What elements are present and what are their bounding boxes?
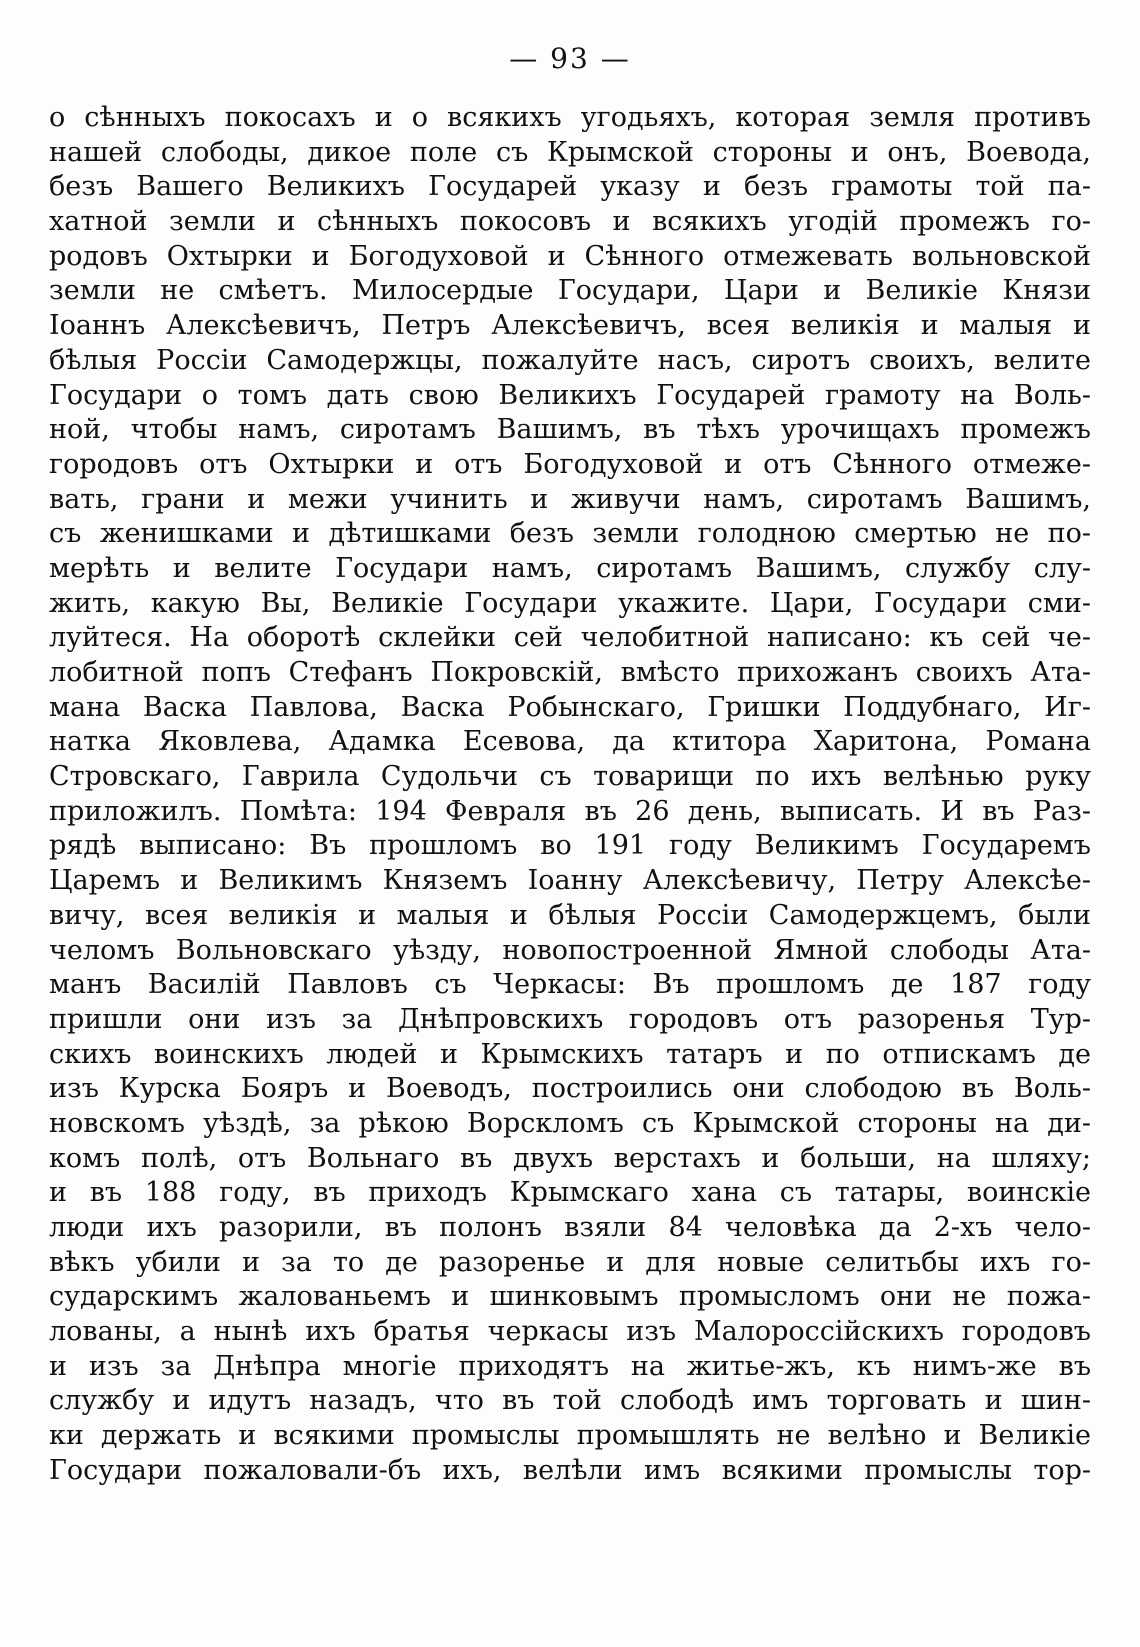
text-line: нашей слободы, дикое поле съ Крымской стороны и онъ, Воевода, — [49, 136, 1091, 168]
text-line: хатной земли и сѣнныхъ покосовъ и всякихъ угодій промежъ го- — [49, 206, 1091, 238]
text-line: и въ 188 году, въ приходъ Крымскаго хана съ татары, воинскіе — [49, 1177, 1091, 1209]
text-line: бѣлыя Россіи Самодержцы, пожалуйте насъ, сиротъ своихъ, велите — [49, 344, 1091, 376]
text-line: натка Яковлева, Адамка Есевова, да ктитора Харитона, Романа — [49, 726, 1091, 758]
text-line: новскомъ уѣздѣ, за рѣкою Ворскломъ съ Крымской стороны на ди- — [49, 1107, 1091, 1139]
page-number: — 93 — — [509, 42, 631, 75]
text-line: сударскимъ жалованьемъ и шинковымъ промысломъ они не пожа- — [49, 1281, 1091, 1313]
text-line: ной, чтобы намъ, сиротамъ Вашимъ, въ тѣхъ урочищахъ промежъ — [49, 414, 1091, 446]
text-line: изъ Курска Бояръ и Воеводъ, построились они слободою въ Воль- — [49, 1073, 1091, 1105]
text-line: скихъ воинскихъ людей и Крымскихъ татаръ и по отпискамъ де — [49, 1038, 1091, 1070]
text-line: Іоаннъ Алексѣевичъ, Петръ Алексѣевичъ, всея великія и малыя и — [49, 310, 1091, 342]
text-line: и изъ за Днѣпра многіе приходятъ на житье-жъ, къ нимъ-же въ — [49, 1350, 1091, 1382]
body-text — [49, 101, 1091, 1489]
text-line: о сѣнныхъ покосахъ и о всякихъ угодьяхъ, которая земля противъ — [49, 102, 1091, 133]
text-line: земли не смѣетъ. Милосердые Государи, Цари и Великіе Князи — [49, 275, 1091, 307]
text-line: родовъ Охтырки и Богодуховой и Сѣнного отмежевать вольновской — [49, 240, 1091, 272]
text-line: службу и идутъ назадъ, что въ той слободѣ имъ торговать и шин- — [49, 1385, 1091, 1417]
text-line: лованы, а нынѣ ихъ братья черкасы изъ Малороссійскихъ городовъ — [49, 1316, 1091, 1348]
text-line: съ женишками и дѣтишками безъ земли голодною смертью не по- — [49, 518, 1091, 550]
text-line: комъ полѣ, отъ Вольнаго въ двухъ верстахъ и больши, на шляху; — [49, 1142, 1091, 1174]
text-line: челомъ Вольновскаго уѣзду, новопостроенной Ямной слободы Ата- — [49, 934, 1091, 966]
text-line: вѣкъ убили и за то де разоренье и для новые селитьбы ихъ го- — [49, 1246, 1091, 1278]
text-line: Царемъ и Великимъ Княземъ Іоанну Алексѣевичу, Петру Алексѣе- — [49, 865, 1091, 897]
text-line: приложилъ. Помѣта: 194 Февраля въ 26 день, выписать. И въ Раз- — [49, 795, 1091, 827]
text-line: вать, грани и межи учинить и живучи намъ, сиротамъ Вашимъ, — [49, 483, 1091, 515]
text-line: лобитной попъ Стефанъ Покровскій, вмѣсто прихожанъ своихъ Ата- — [49, 657, 1091, 688]
text-line: вичу, всея великія и малыя и бѣлыя Россіи Самодержцемъ, были — [49, 899, 1091, 931]
text-line: ки держать и всякими промыслы промышлять не велѣно и Великіе — [49, 1420, 1091, 1452]
text-line: люди ихъ разорили, въ полонъ взяли 84 человѣка да 2-хъ чело- — [49, 1212, 1091, 1243]
text-line: жить, какую Вы, Великіе Государи укажите. Цари, Государи сми- — [49, 587, 1091, 619]
text-line: манъ Василій Павловъ съ Черкасы: Въ прошломъ де 187 году — [49, 969, 1091, 1001]
text-line: рядѣ выписано: Въ прошломъ во 191 году Великимъ Государемъ — [49, 830, 1091, 862]
text-line: Государи пожаловали-бъ ихъ, велѣли имъ всякими промыслы тор- — [49, 1454, 1091, 1486]
text-line: городовъ отъ Охтырки и отъ Богодуховой и отъ Сѣнного отмеже- — [49, 448, 1091, 480]
text-line: безъ Вашего Великихъ Государей указу и безъ грамоты той па- — [49, 171, 1091, 203]
text-line: мерѣть и велите Государи намъ, сиротамъ Вашимъ, службу слу- — [49, 552, 1091, 584]
text-line: пришли они изъ за Днѣпровскихъ городовъ отъ разоренья Тур- — [49, 1003, 1091, 1035]
text-line: мана Васка Павлова, Васка Робынскаго, Гришки Поддубнаго, Иг- — [49, 691, 1091, 723]
text-line: Стровскаго, Гаврила Судольчи съ товарищи по ихъ велѣнью руку — [49, 761, 1091, 793]
text-line: луйтеся. На оборотѣ склейки сей челобитной написано: къ сей че- — [49, 622, 1091, 654]
text-line: Государи о томъ дать свою Великихъ Государей грамоту на Воль- — [49, 379, 1091, 411]
